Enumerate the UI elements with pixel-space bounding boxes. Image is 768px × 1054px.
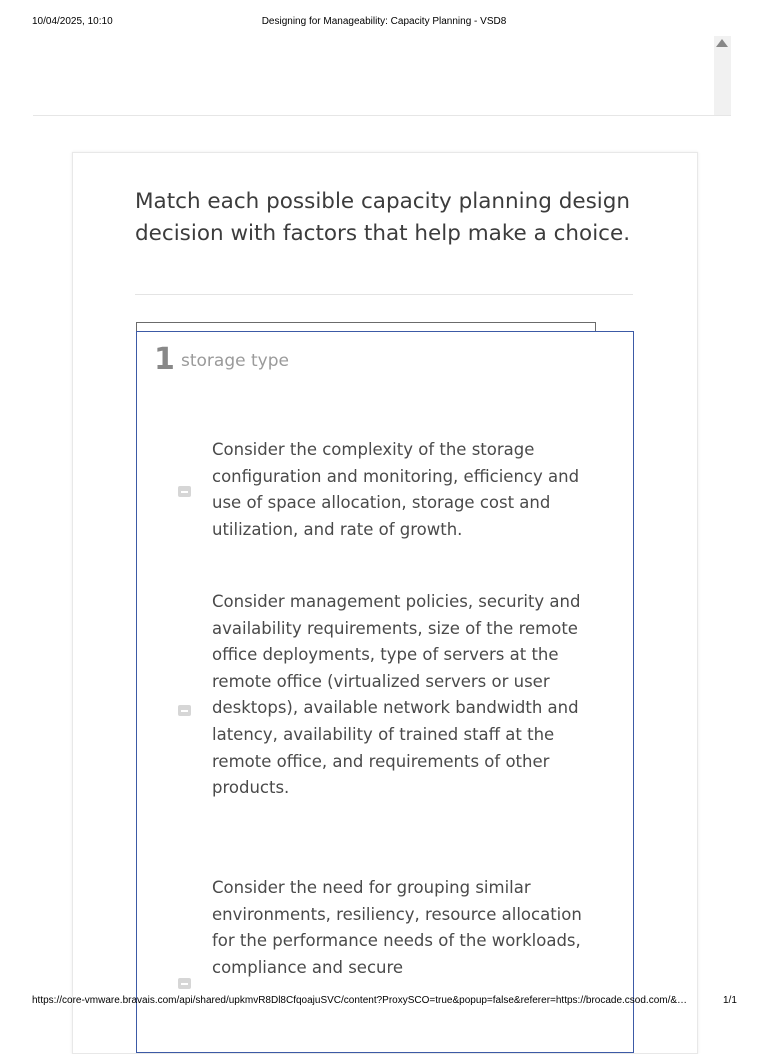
drag-handle-icon[interactable] xyxy=(178,486,191,497)
match-option[interactable]: Consider the need for grouping similar environments, resiliency, resource allocation for the performance needs of the workloads, compliance and secure xyxy=(212,878,582,977)
print-datetime: 10/04/2025, 10:10 xyxy=(32,16,113,27)
scroll-up-arrow-icon[interactable] xyxy=(716,39,728,47)
print-page-number: 1/1 xyxy=(723,995,737,1006)
scrollbar[interactable] xyxy=(714,36,731,116)
print-footer xyxy=(0,995,768,1009)
match-option[interactable]: Consider management policies, security and availability requirements, size of the remote office deployments, type of servers at the remote office (virtualized servers or user desktops), available network bandwidth and latency, availability of trained staff at the remote office, and requirements of other products. xyxy=(212,592,581,798)
print-url: https://core-vmware.bravais.com/api/shared/upkmvR8Dl8CfqoajuSVC/content?ProxySCO=true&popup=false&referer=https://brocade.csod.com/&… xyxy=(32,995,688,1006)
match-label: storage type xyxy=(181,351,289,371)
drag-handle-icon[interactable] xyxy=(178,705,191,716)
match-option[interactable]: Consider the complexity of the storage configuration and monitoring, efficiency and use of space allocation, storage cost and utilization, and rate of growth. xyxy=(212,440,580,539)
print-header xyxy=(0,16,768,30)
drag-handle-icon[interactable] xyxy=(178,978,191,989)
match-number: 1 xyxy=(154,342,175,377)
question-divider xyxy=(135,294,633,295)
header-divider xyxy=(33,115,731,116)
print-page-title: Designing for Manageability: Capacity Planning - VSD8 xyxy=(261,16,507,27)
question-text: Match each possible capacity planning design decision with factors that help make a choice. xyxy=(135,189,631,246)
